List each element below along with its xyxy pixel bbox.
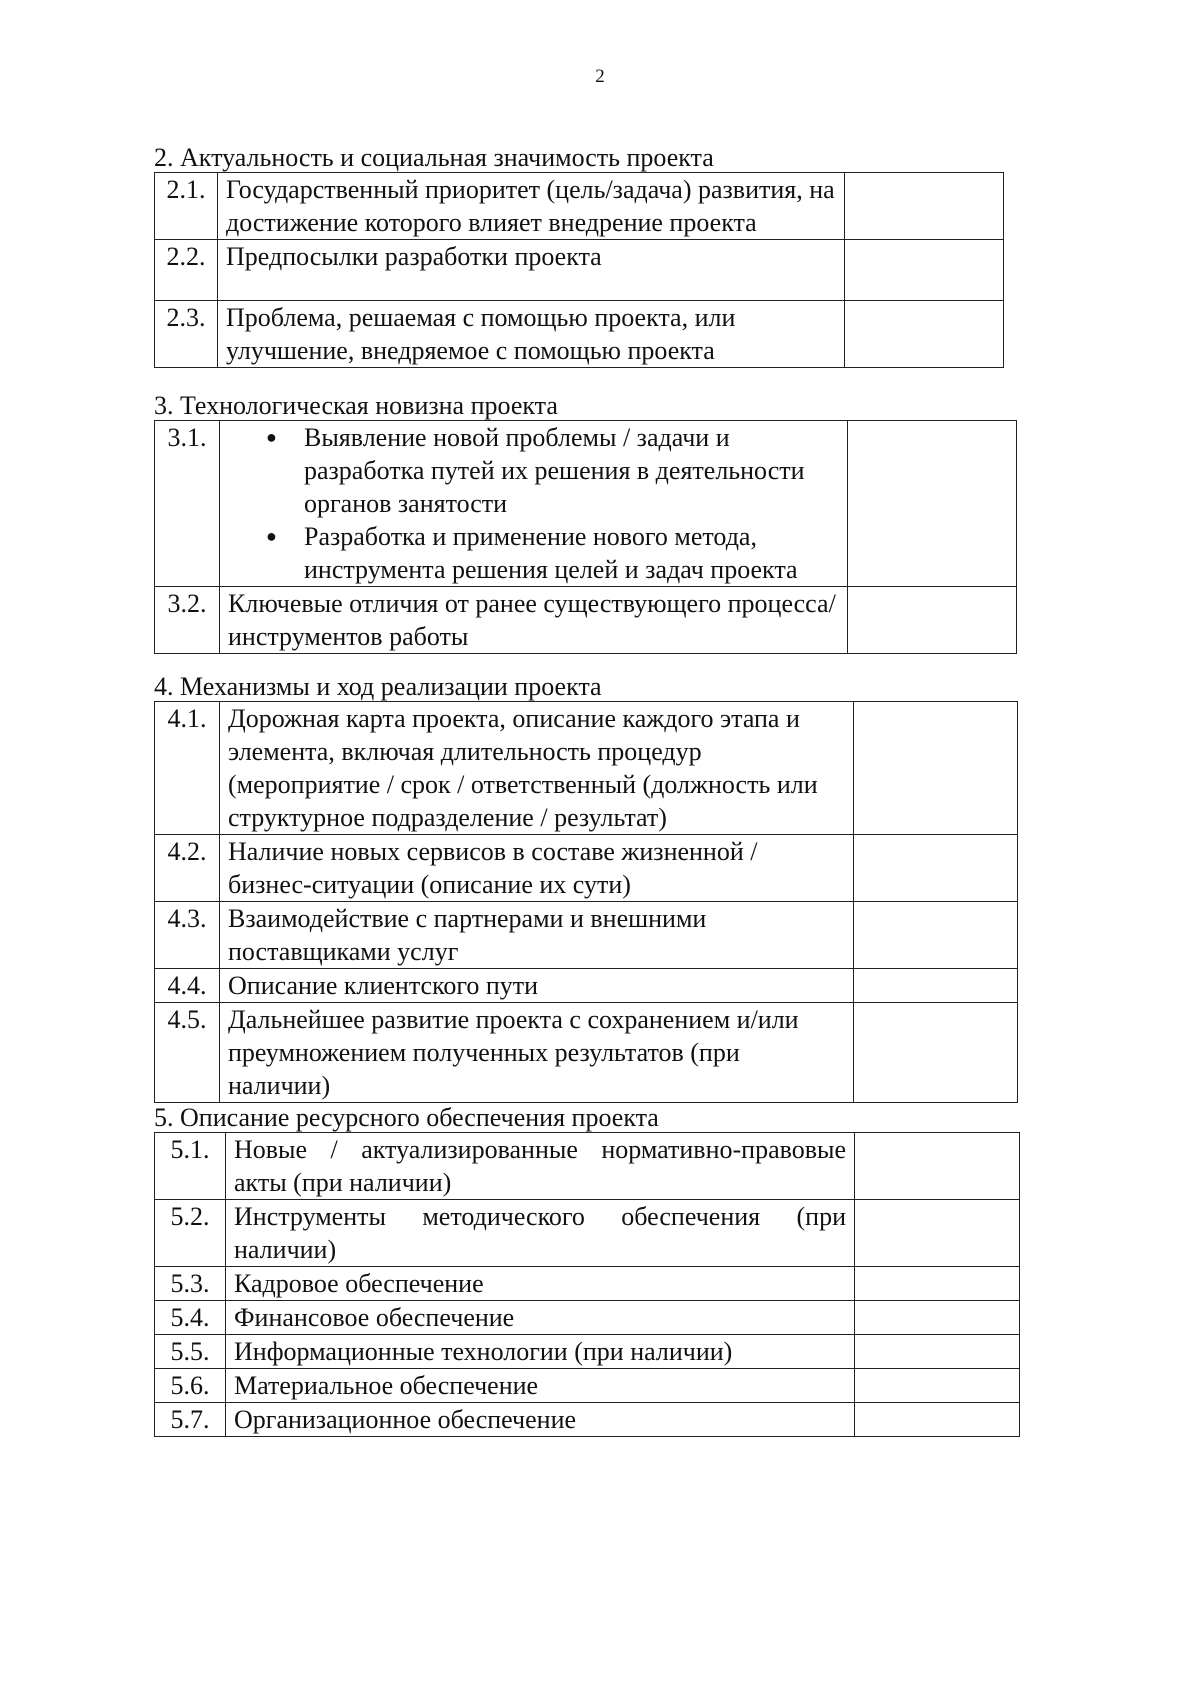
row-number: 4.2. (155, 835, 220, 902)
table-row (155, 969, 1018, 1003)
row-value-cell[interactable] (855, 1200, 1020, 1267)
table-row (155, 1369, 1020, 1403)
row-text: Предпосылки разработки проекта (218, 240, 845, 301)
section-table (154, 420, 1017, 654)
section-relevance (154, 144, 1004, 368)
row-text: Наличие новых сервисов в составе жизненной / бизнес-ситуации (описание их сути) (220, 835, 854, 902)
row-text: Описание клиентского пути (220, 969, 854, 1003)
table-row (155, 421, 1017, 587)
page-number: 2 (595, 66, 605, 87)
row-value-cell[interactable] (848, 421, 1017, 587)
row-number: 5.1. (155, 1133, 226, 1200)
section-table (154, 1132, 1020, 1437)
row-value-cell[interactable] (854, 835, 1018, 902)
row-number: 5.4. (155, 1301, 226, 1335)
row-value-cell[interactable] (845, 173, 1004, 240)
row-number: 5.2. (155, 1200, 226, 1267)
section-table (154, 701, 1018, 1103)
section-title: 4. Механизмы и ход реализации проекта (154, 672, 602, 701)
row-text: Организационное обеспечение (226, 1403, 855, 1437)
row-number: 5.5. (155, 1335, 226, 1369)
section-resources (154, 1104, 1020, 1437)
bullet-item: ● Разработка и применение нового метода, инструмента решения целей и задач проекта (304, 520, 839, 586)
row-number: 2.2. (155, 240, 218, 301)
table-row (155, 835, 1018, 902)
row-value-cell[interactable] (854, 1003, 1018, 1103)
table-row (155, 1335, 1020, 1369)
section-title: 2. Актуальность и социальная значимость проекта (154, 143, 714, 172)
bullet-item: ● Выявление новой проблемы / задачи и разработка путей их решения в деятельности органов занятости (304, 421, 839, 520)
row-number: 2.3. (155, 301, 218, 368)
row-value-cell[interactable] (855, 1335, 1020, 1369)
table-row (155, 902, 1018, 969)
table-row (155, 1403, 1020, 1437)
section-mechanisms (154, 673, 1018, 1103)
table-row (155, 1301, 1020, 1335)
row-text: Проблема, решаемая с помощью проекта, или улучшение, внедряемое с помощью проекта (218, 301, 845, 368)
row-number: 4.1. (155, 702, 220, 835)
row-text: Дорожная карта проекта, описание каждого этапа и элемента, включая длительность процедур (мероприятие / срок / ответственный (должность или структурное подразделение / результат) (220, 702, 854, 835)
row-value-cell[interactable] (854, 969, 1018, 1003)
section-title: 5. Описание ресурсного обеспечения проекта (154, 1103, 659, 1132)
row-value-cell[interactable] (855, 1301, 1020, 1335)
table-row (155, 1003, 1018, 1103)
row-number: 4.5. (155, 1003, 220, 1103)
row-value-cell[interactable] (855, 1267, 1020, 1301)
row-number: 3.1. (155, 421, 220, 587)
table-row (155, 702, 1018, 835)
row-number: 5.7. (155, 1403, 226, 1437)
row-text: Государственный приоритет (цель/задача) развития, на достижение которого влияет внедрение проекта (218, 173, 845, 240)
row-number: 4.3. (155, 902, 220, 969)
row-text: Информационные технологии (при наличии) (226, 1335, 855, 1369)
row-text: Инструменты методического обеспечения (при наличии) (226, 1200, 855, 1267)
row-number: 3.2. (155, 587, 220, 654)
table-row (155, 587, 1017, 654)
table-row (155, 1133, 1020, 1200)
row-number: 4.4. (155, 969, 220, 1003)
row-value-cell[interactable] (854, 702, 1018, 835)
table-row (155, 240, 1004, 301)
row-text: Кадровое обеспечение (226, 1267, 855, 1301)
row-number: 2.1. (155, 173, 218, 240)
row-value-cell[interactable] (848, 587, 1017, 654)
row-number: 5.6. (155, 1369, 226, 1403)
row-text: Дальнейшее развитие проекта с сохранением и/или преумножением полученных результатов (при наличии) (220, 1003, 854, 1103)
row-text: Ключевые отличия от ранее существующего процесса/инструментов работы (220, 587, 848, 654)
row-value-cell[interactable] (855, 1369, 1020, 1403)
row-text: Новые / актуализированные нормативно-правовые акты (при наличии) (226, 1133, 855, 1200)
row-text: Взаимодействие с партнерами и внешними поставщиками услуг (220, 902, 854, 969)
table-row (155, 1200, 1020, 1267)
row-number: 5.3. (155, 1267, 226, 1301)
table-row (155, 1267, 1020, 1301)
row-value-cell[interactable] (845, 301, 1004, 368)
section-title: 3. Технологическая новизна проекта (154, 391, 558, 420)
section-novelty (154, 392, 1017, 654)
row-value-cell[interactable] (855, 1403, 1020, 1437)
row-value-cell[interactable] (854, 902, 1018, 969)
row-text: Финансовое обеспечение (226, 1301, 855, 1335)
section-table (154, 172, 1004, 368)
row-value-cell[interactable] (845, 240, 1004, 301)
row-text: Материальное обеспечение (226, 1369, 855, 1403)
table-row (155, 301, 1004, 368)
table-row (155, 173, 1004, 240)
row-bullets (220, 421, 848, 587)
row-value-cell[interactable] (855, 1133, 1020, 1200)
